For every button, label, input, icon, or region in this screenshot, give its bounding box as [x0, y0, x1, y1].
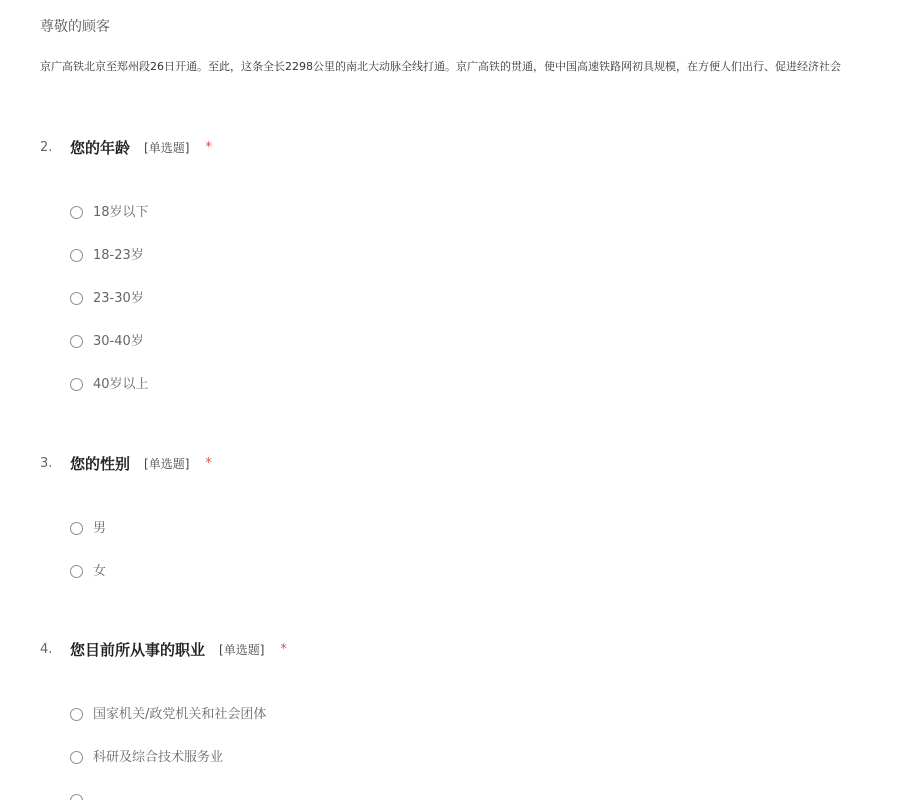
question-type: [单选题]	[144, 456, 190, 471]
question-number: 3.	[40, 455, 53, 471]
option-label: 女	[93, 564, 107, 579]
option-age-23-30[interactable]	[70, 291, 900, 334]
question-type: [单选题]	[219, 642, 265, 657]
radio-button[interactable]	[70, 249, 83, 262]
required-marker: *	[205, 455, 212, 471]
question-number: 2.	[40, 139, 53, 155]
question-occupation	[40, 637, 900, 800]
radio-button[interactable]	[70, 335, 83, 348]
radio-button[interactable]	[70, 794, 83, 800]
greeting-text: 尊敬的顾客	[40, 19, 110, 35]
question-title: 您目前所从事的职业	[70, 640, 206, 659]
option-gender-male[interactable]	[70, 521, 900, 564]
question-title-row	[40, 637, 900, 661]
option-occupation-government[interactable]	[70, 707, 900, 750]
radio-button[interactable]	[70, 708, 83, 721]
option-label: 男	[93, 521, 107, 536]
option-label: 18岁以下	[93, 205, 149, 220]
question-gender	[40, 451, 900, 607]
option-age-under-18[interactable]	[70, 205, 900, 248]
radio-button[interactable]	[70, 206, 83, 219]
question-title: 您的年龄	[70, 138, 131, 157]
option-age-30-40[interactable]	[70, 334, 900, 377]
options-group	[70, 521, 900, 607]
option-occupation-research[interactable]	[70, 750, 900, 793]
question-title: 您的性别	[70, 454, 131, 473]
option-label: 23-30岁	[93, 291, 144, 306]
radio-button[interactable]	[70, 522, 83, 535]
question-type: [单选题]	[144, 140, 190, 155]
options-group	[70, 707, 900, 800]
option-occupation-partial[interactable]	[70, 793, 900, 800]
question-title-row	[40, 135, 900, 159]
question-number: 4.	[40, 641, 53, 657]
option-gender-female[interactable]	[70, 564, 900, 607]
radio-button[interactable]	[70, 565, 83, 578]
option-label: 国家机关/政党机关和社会团体	[93, 707, 267, 722]
radio-button[interactable]	[70, 378, 83, 391]
intro-paragraph: 京广高铁北京至郑州段26日开通。至此，这条全长2298公里的南北大动脉全线打通。京广高铁的贯通，使中国高速铁路网初具规模，在方便人们出行、促进经济社会	[40, 60, 841, 73]
option-label: 30-40岁	[93, 334, 144, 349]
options-group	[70, 205, 900, 420]
option-label: 40岁以上	[93, 377, 149, 392]
option-label: 科研及综合技术服务业	[93, 750, 224, 765]
required-marker: *	[205, 139, 212, 155]
option-age-18-23[interactable]	[70, 248, 900, 291]
option-age-over-40[interactable]	[70, 377, 900, 420]
radio-button[interactable]	[70, 292, 83, 305]
option-label: 18-23岁	[93, 248, 144, 263]
radio-button[interactable]	[70, 751, 83, 764]
question-age	[40, 135, 900, 420]
question-title-row	[40, 451, 900, 475]
required-marker: *	[280, 641, 287, 657]
